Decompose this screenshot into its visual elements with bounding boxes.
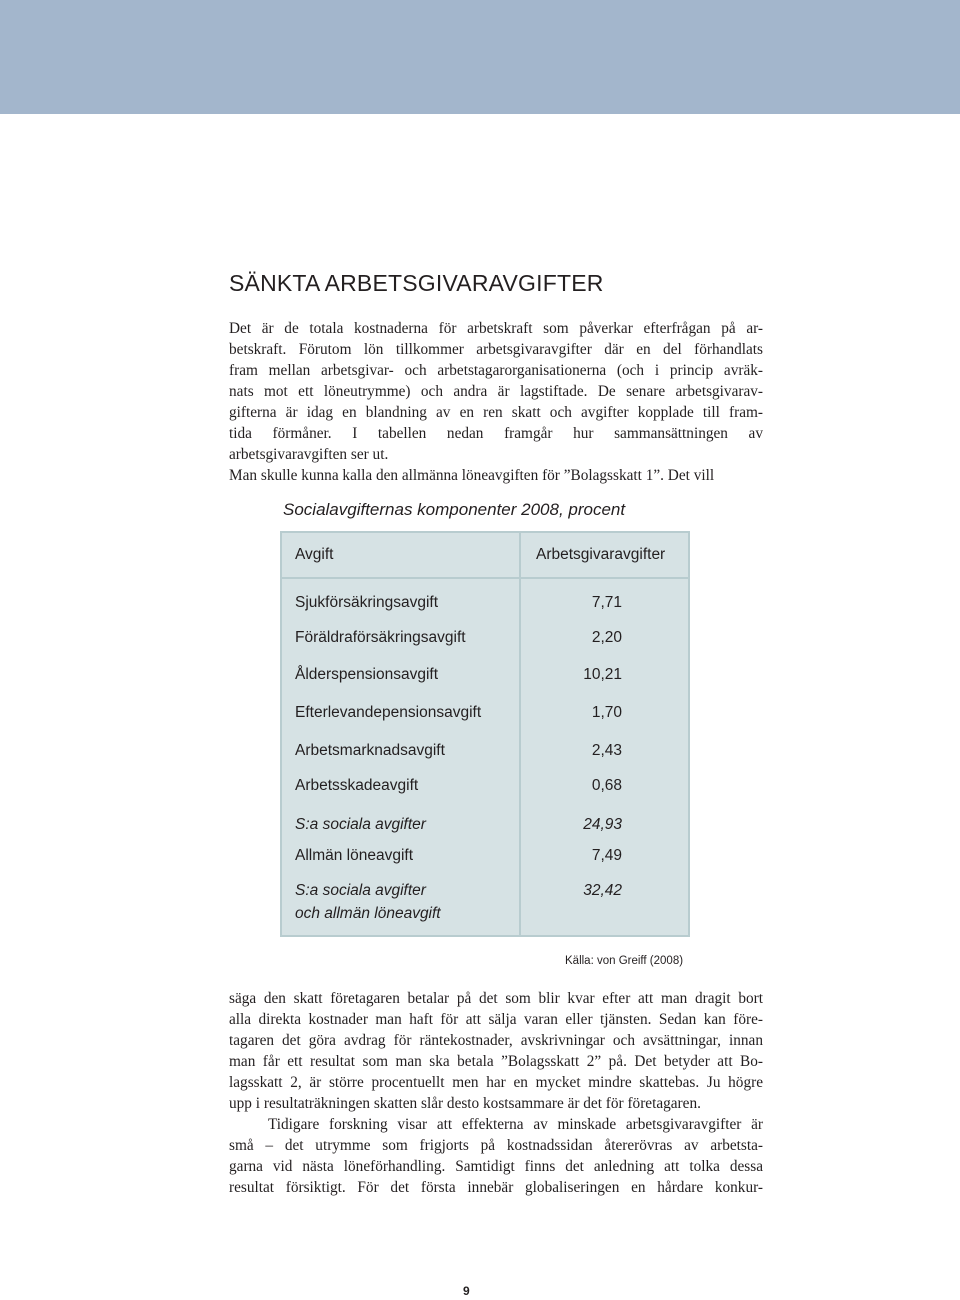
intro-paragraph — [229, 318, 763, 486]
text-line: tida förmåner. I tabellen nedan framgår hur sammansättningen av — [229, 425, 763, 442]
text-line: nats mot ett löneutrymme) och andra är lagstiftade. De senare arbetsgivarav- — [229, 383, 763, 400]
text-line: Man skulle kunna kalla den allmänna löneavgiften för ”Bolagsskatt 1”. Det vill — [229, 467, 715, 484]
text-line: man får ett resultat som man ska betala ”Bolagsskatt 2” på. Det betyder att Bo- — [229, 1053, 763, 1070]
text-line: upp i resultaträkningen skatten slår desto kostsammare är det för företagaren. — [229, 1095, 701, 1112]
text-line: alla direkta kostnader man haft för att sälja varan eller tjänsten. Sedan kan före- — [229, 1011, 763, 1028]
text-line: lagsskatt 2, är större procentuellt men har en mycket mindre skattebas. Ju högre — [229, 1074, 763, 1091]
text-line: tagaren det göra avdrag för räntekostnader, avskrivningar och avsättningar, innan — [229, 1032, 763, 1049]
section-heading: SÄNKTA ARBETSGIVARAVGIFTER — [229, 270, 604, 296]
text-line: små – det utrymme som frigjorts på kostnadssidan återerövras av arbetsta- — [229, 1137, 763, 1154]
text-line: gifterna är idag en blandning av en ren skatt och avgifter kopplade till fram- — [229, 404, 763, 421]
row-value: 2,43 — [591, 742, 622, 759]
fee-table — [280, 531, 690, 937]
row-name: Ålderspensionsavgift — [295, 666, 439, 683]
row-value: 2,20 — [591, 629, 622, 646]
row-value: 24,93 — [583, 816, 622, 833]
text-line: fram mellan arbetsgivar- och arbetstagarorganisationerna (och i princip avräk- — [229, 362, 763, 379]
row-value: 7,49 — [591, 847, 622, 864]
row-name: Allmän löneavgift — [295, 847, 414, 864]
header-arbetsgivaravgifter: Arbetsgivaravgifter — [536, 546, 666, 563]
row-name: Arbetsmarknadsavgift — [295, 742, 445, 759]
row-value: 1,70 — [591, 704, 622, 721]
column-divider — [519, 533, 521, 935]
table-source: Källa: von Greiff (2008) — [565, 955, 684, 967]
text-line: garna vid nästa löneförhandling. Samtidigt finns det anledning att tolka dessa — [229, 1158, 763, 1175]
text-line: betskraft. Förutom lön tillkommer arbetsgivaravgifter där en del förhandlats — [229, 341, 763, 358]
row-name-line-2: och allmän löneavgift — [295, 905, 441, 922]
outro-paragraph — [229, 988, 763, 1198]
row-value: 0,68 — [591, 777, 622, 794]
table-title: Socialavgifternas komponenter 2008, procent — [283, 500, 626, 519]
row-name: Föräldraförsäkringsavgift — [295, 629, 466, 646]
text-line: resultat försiktigt. För det första innebär globaliseringen en hårdare konkur- — [229, 1179, 763, 1196]
top-color-band — [0, 0, 960, 114]
header-avgift: Avgift — [295, 546, 334, 563]
text-line: arbetsgivaravgiften ser ut. — [229, 446, 389, 463]
row-name: Arbetsskadeavgift — [295, 777, 419, 794]
row-name — [295, 879, 441, 925]
row-name: Sjukförsäkringsavgift — [295, 594, 439, 611]
row-value: 10,21 — [583, 666, 622, 683]
text-line: Det är de totala kostnaderna för arbetskraft som påverkar efterfrågan på ar- — [229, 320, 763, 337]
row-name: S:a sociala avgifter — [295, 816, 426, 833]
table-header — [282, 533, 688, 579]
text-line: säga den skatt företagaren betalar på det som blir kvar efter att man dragit bort — [229, 990, 763, 1007]
text-line: Tidigare forskning visar att effekterna av minskade arbetsgivaravgifter är — [229, 1116, 764, 1133]
row-name-line-1: S:a sociala avgifter — [295, 882, 426, 899]
row-value: 7,71 — [591, 594, 622, 611]
page-number: 9 — [463, 1284, 470, 1298]
row-value: 32,42 — [583, 882, 622, 899]
row-name: Efterlevandepensionsavgift — [295, 704, 482, 721]
